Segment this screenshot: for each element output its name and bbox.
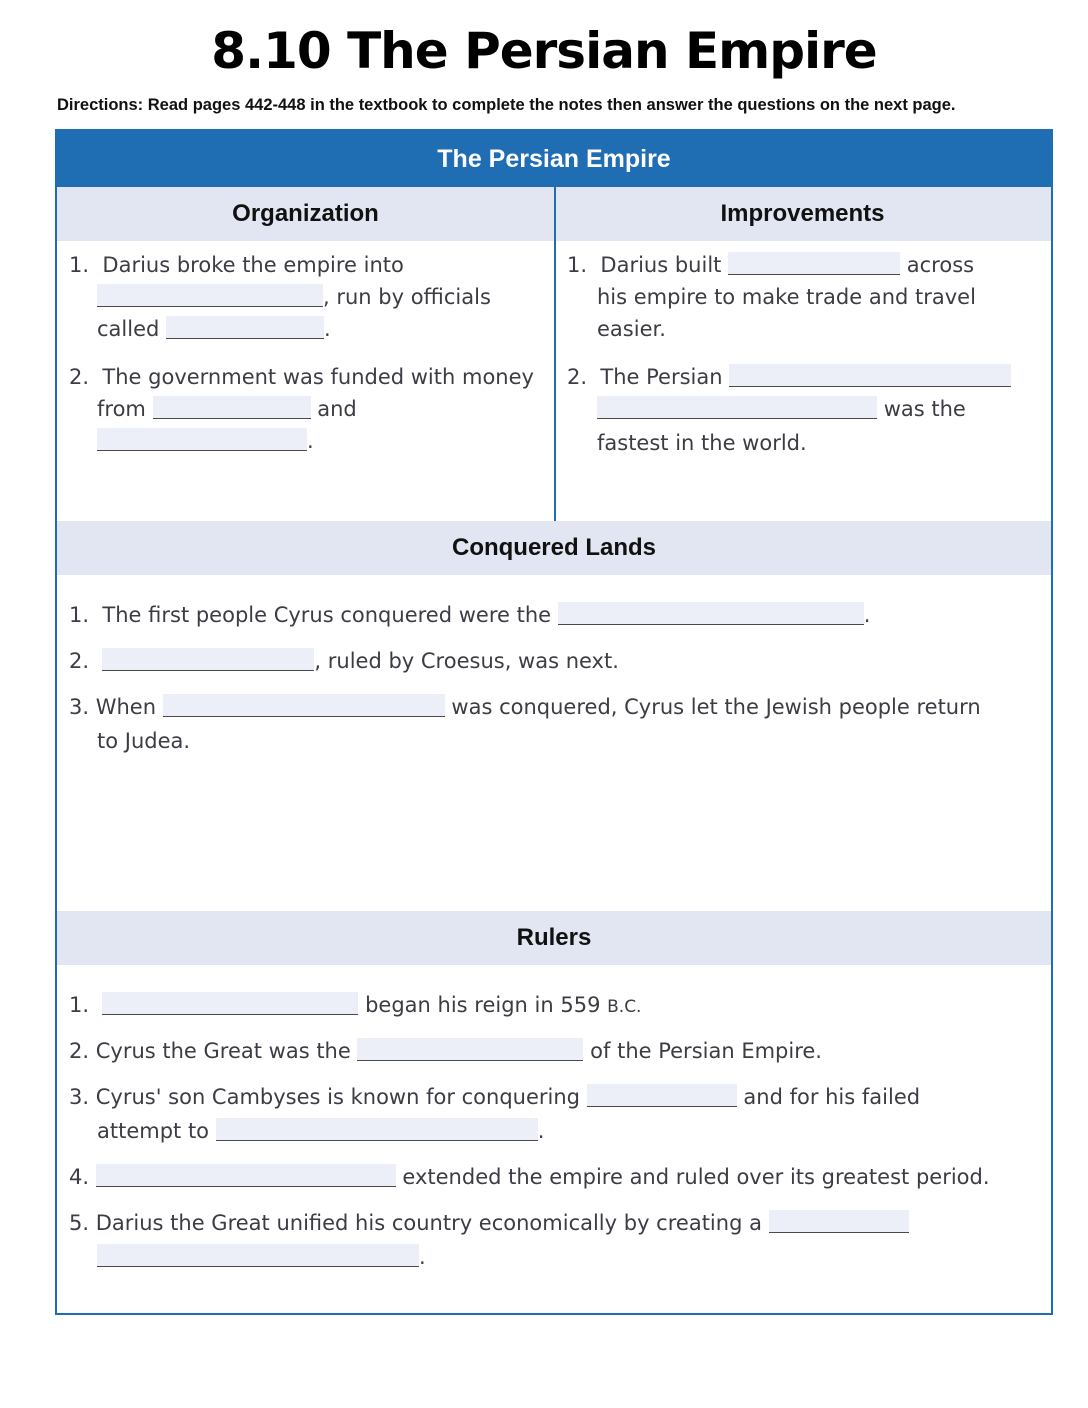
organization-item-2-line-3 — [97, 425, 314, 457]
improvements-item-2-line-2 — [597, 393, 966, 425]
item-text: of the Persian Empire. — [590, 1039, 822, 1063]
item-number: 5. — [69, 1211, 90, 1235]
conquered-lands-band — [57, 521, 1051, 575]
item-text: Darius the Great unified his country economically by creating a — [95, 1211, 762, 1235]
answer-blank[interactable] — [97, 1244, 419, 1267]
improvements-item-1-line-1 — [567, 249, 974, 281]
conquered-item-3-line-1 — [69, 691, 981, 723]
item-text: Darius built — [600, 253, 722, 277]
answer-blank[interactable] — [97, 284, 323, 307]
improvements-item-1-line-2 — [597, 281, 976, 313]
page-title: 8.10 The Persian Empire — [211, 22, 877, 80]
column-divider — [554, 187, 556, 521]
item-text: across — [906, 253, 975, 277]
rulers-heading: Rulers — [516, 924, 592, 951]
item-number: 3. — [69, 695, 90, 719]
item-text: . — [307, 429, 314, 453]
answer-blank[interactable] — [163, 694, 445, 717]
item-number: 2. — [69, 1039, 90, 1063]
rulers-item-4 — [69, 1161, 990, 1193]
item-text: When — [95, 695, 157, 719]
item-number: 4. — [69, 1165, 90, 1189]
item-text: The government was funded with money — [102, 365, 534, 389]
conquered-item-1 — [69, 599, 870, 631]
conquered-item-2 — [69, 645, 619, 677]
item-number: 1. — [69, 993, 90, 1017]
item-number: 2. — [567, 365, 588, 389]
item-text: , run by officials — [323, 285, 491, 309]
answer-blank[interactable] — [102, 992, 358, 1015]
item-text: The first people Cyrus conquered were the — [102, 603, 552, 627]
answer-blank[interactable] — [729, 364, 1011, 387]
conquered-item-3-line-2 — [97, 725, 190, 757]
answer-blank[interactable] — [558, 602, 864, 625]
rulers-item-1 — [69, 989, 641, 1023]
item-text: was conquered, Cyrus let the Jewish people return — [451, 695, 981, 719]
item-text: called — [97, 317, 160, 341]
rulers-item-3-line-2 — [97, 1115, 544, 1147]
organization-item-1-line-3 — [97, 313, 331, 345]
item-text: The Persian — [600, 365, 723, 389]
item-text: to Judea. — [97, 729, 191, 753]
item-text: . — [324, 317, 331, 341]
item-number: 3. — [69, 1085, 90, 1109]
item-text: and — [317, 397, 357, 421]
organization-item-1-line-2 — [97, 281, 491, 313]
item-text: fastest in the world. — [597, 431, 807, 455]
organization-item-1-line-1 — [69, 249, 404, 281]
rulers-item-5-line-2 — [97, 1241, 426, 1273]
item-text: his empire to make trade and travel — [597, 285, 976, 309]
item-text: . — [419, 1245, 426, 1269]
answer-blank[interactable] — [587, 1084, 737, 1107]
item-text: B.C. — [607, 997, 642, 1017]
item-text: , ruled by Croesus, was next. — [314, 649, 619, 673]
item-text: . — [863, 603, 871, 627]
answer-blank[interactable] — [97, 428, 307, 451]
answer-blank[interactable] — [597, 396, 877, 419]
answer-blank[interactable] — [216, 1118, 538, 1141]
answer-blank[interactable] — [96, 1164, 396, 1187]
item-text: Darius broke the empire into — [102, 253, 404, 277]
item-text: easier. — [597, 317, 666, 341]
item-number: 1. — [69, 253, 90, 277]
conquered-lands-heading: Conquered Lands — [451, 534, 656, 561]
rulers-item-2 — [69, 1035, 822, 1067]
directions-text: Directions: Read pages 442-448 in the textbook to complete the notes then answer the questions on the next page. — [57, 96, 956, 114]
item-number: 2. — [69, 365, 90, 389]
rulers-item-3-line-1 — [69, 1081, 920, 1113]
answer-blank[interactable] — [153, 396, 311, 419]
table-banner: The Persian Empire — [57, 131, 1051, 187]
item-number: 1. — [69, 603, 90, 627]
item-text: . — [537, 1119, 545, 1143]
item-number: 2. — [69, 649, 90, 673]
answer-blank[interactable] — [102, 648, 314, 671]
item-text: attempt to — [97, 1119, 210, 1143]
rulers-band — [57, 911, 1051, 965]
item-number: 1. — [567, 253, 588, 277]
item-text: and for his failed — [743, 1085, 921, 1109]
item-text: from — [97, 397, 146, 421]
improvements-item-1-line-3 — [597, 313, 666, 345]
item-text: Cyrus' son Cambyses is known for conquering — [95, 1085, 581, 1109]
item-text: extended the empire and ruled over its greatest period. — [402, 1165, 990, 1189]
rulers-item-5-line-1 — [69, 1207, 909, 1239]
organization-heading: Organization — [232, 200, 379, 227]
improvements-item-2-line-1 — [567, 361, 1011, 393]
answer-blank[interactable] — [166, 316, 324, 339]
item-text: began his reign in 559 — [365, 993, 601, 1017]
answer-blank[interactable] — [728, 252, 900, 275]
improvements-heading: Improvements — [720, 200, 885, 227]
notes-table — [55, 129, 1053, 1315]
improvements-item-2-line-3 — [597, 427, 807, 459]
answer-blank[interactable] — [769, 1210, 909, 1233]
item-text: was the — [883, 397, 966, 421]
item-text: Cyrus the Great was the — [95, 1039, 351, 1063]
answer-blank[interactable] — [357, 1038, 583, 1061]
organization-item-2-line-1 — [69, 361, 534, 393]
organization-item-2-line-2 — [97, 393, 357, 425]
